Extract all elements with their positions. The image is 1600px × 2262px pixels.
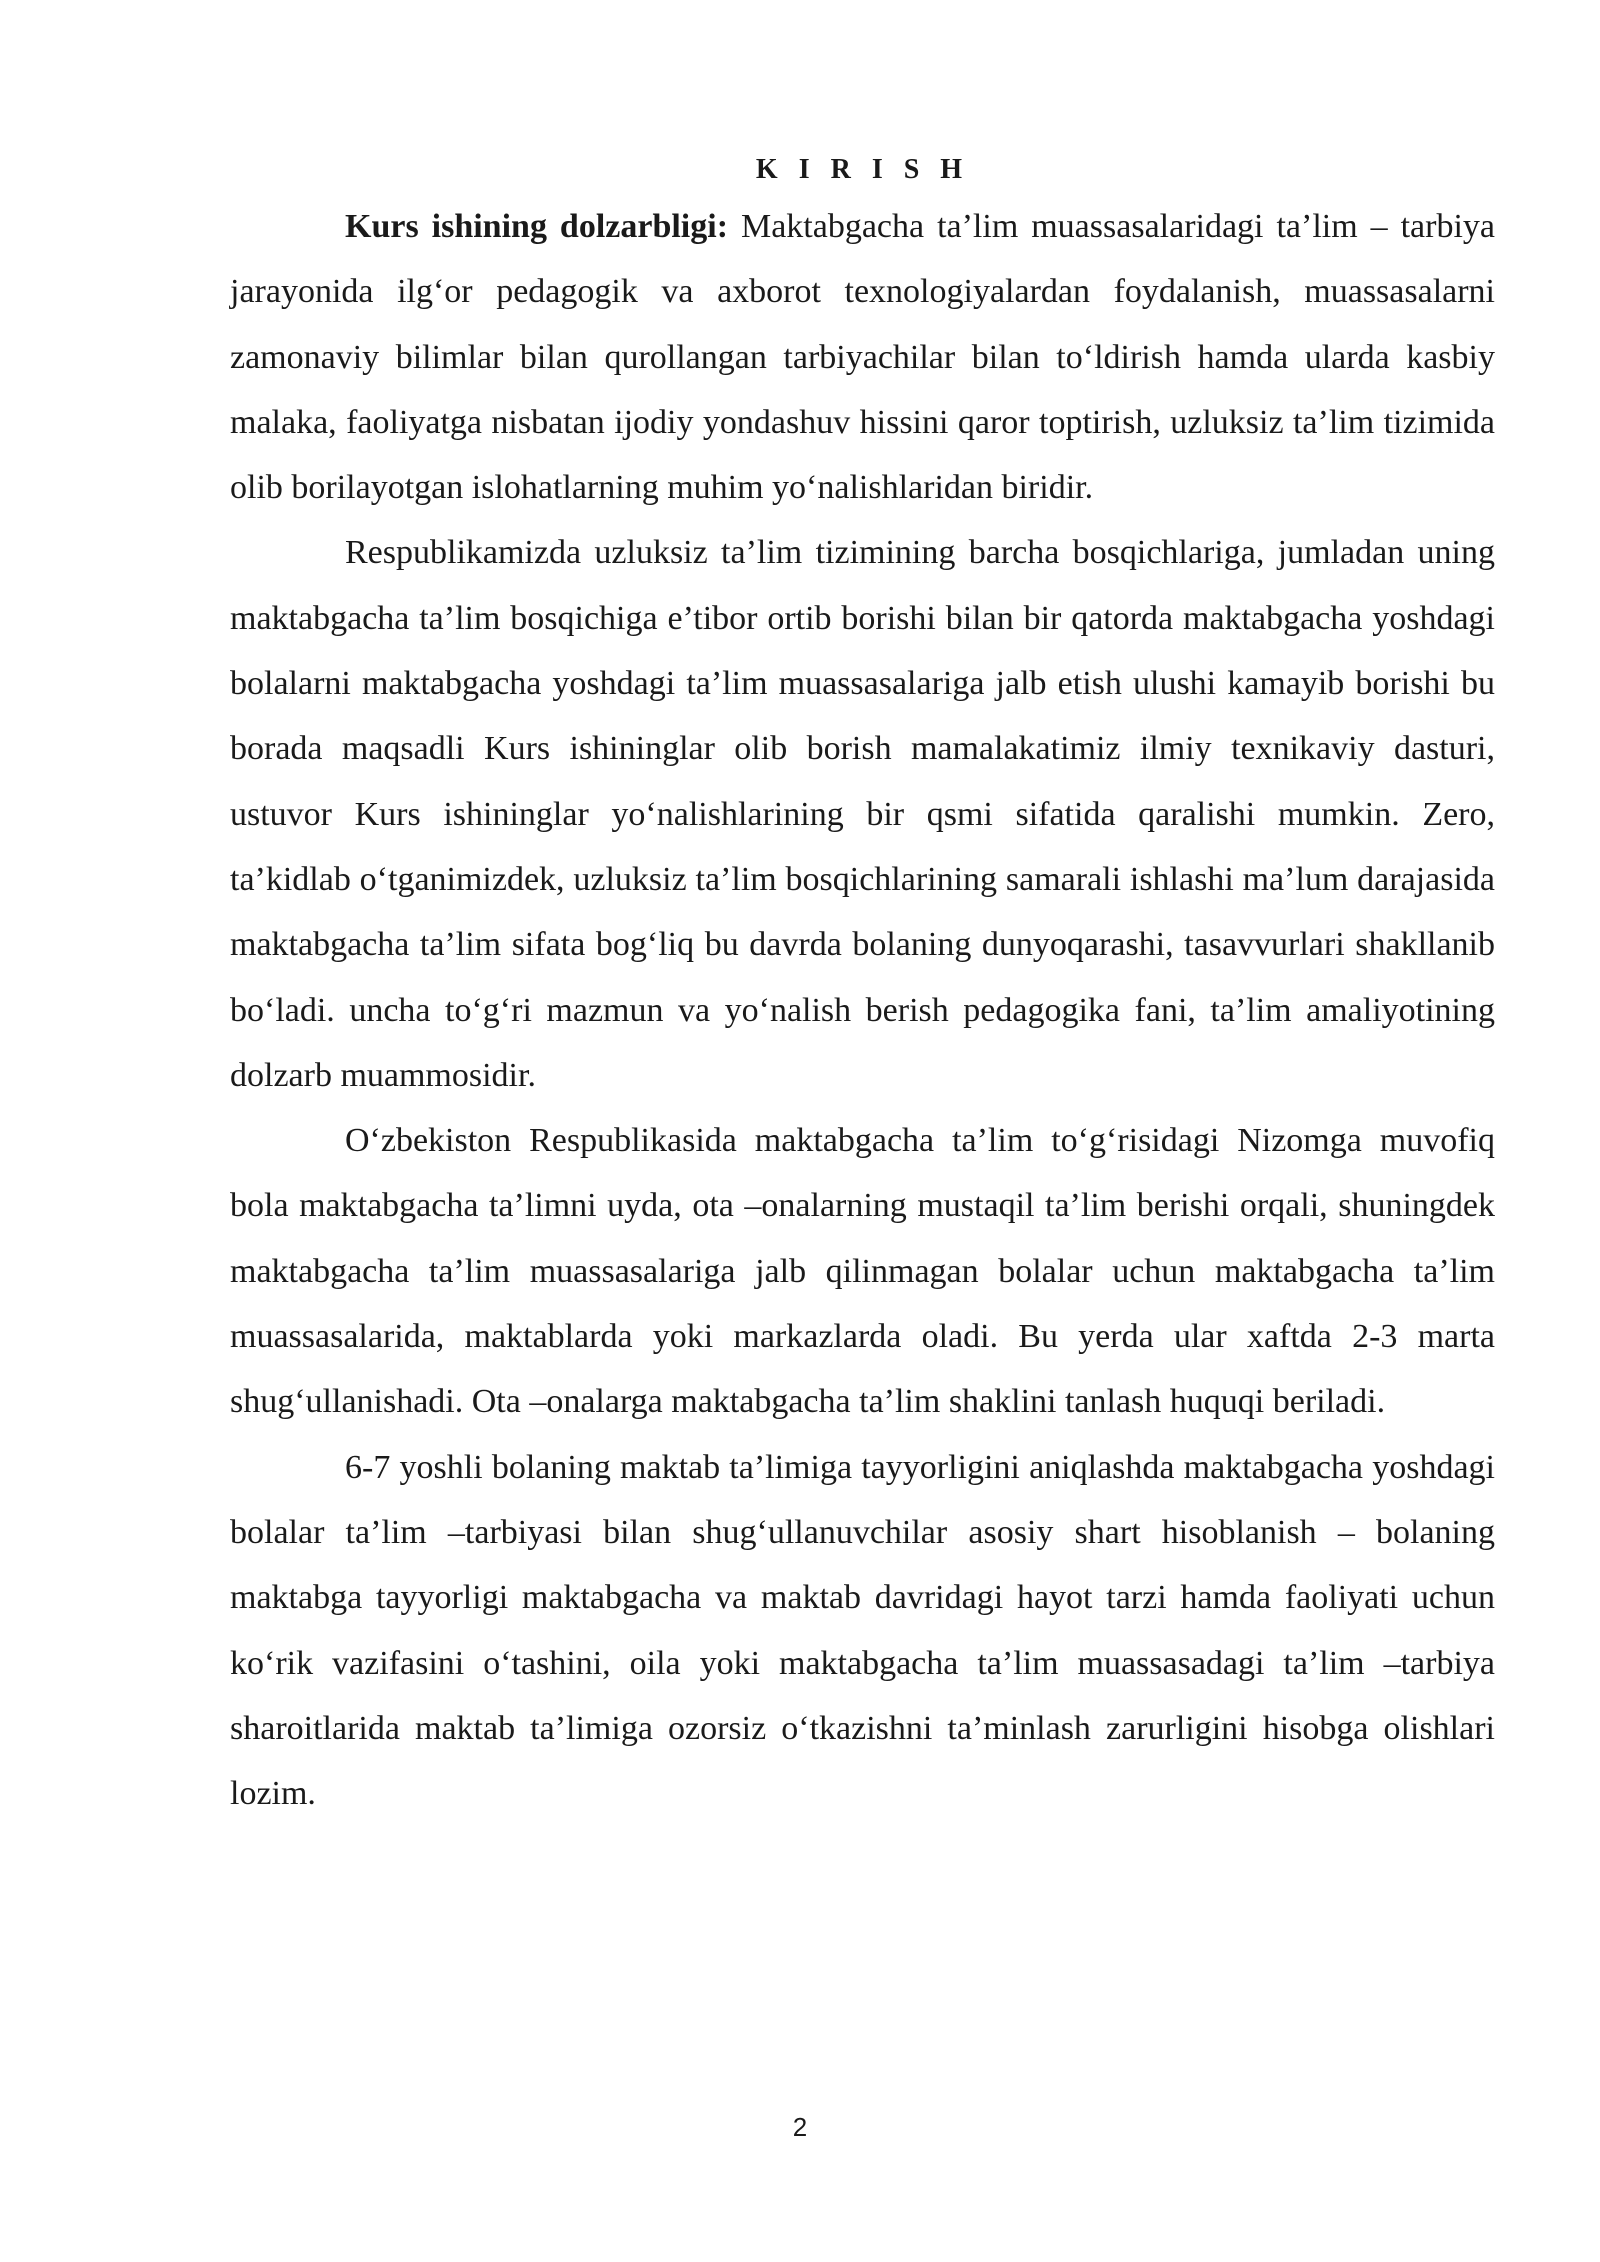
page-number: 2 xyxy=(792,2112,808,2142)
paragraph-uzbekistan: O‘zbekiston Respublikasida maktabgacha ta’lim to‘g‘risidagi Nizomga muvofiq bola maktabgacha ta’limni uyda, ota –onalarning mustaqil ta’lim berishi orqali, shuningdek maktabgacha ta’lim muassasalariga jalb qilinmagan bolalar uchun maktabgacha ta’lim muassasalarida, maktablarda yoki markazlarda oladi. Bu yerda ular xaftda 2-3 marta shug‘ullanishadi. Ota –onalarga maktabgacha ta’lim shaklini tanlash huquqi beriladi. xyxy=(230,1122,1495,1421)
paragraph-republic: Respublikamizda uzluksiz ta’lim tizimining barcha bosqichlariga, jumladan uning maktabgacha ta’lim bosqichiga e’tibor ortib borishi bilan bir qatorda maktabgacha yoshdagi bolalarni maktabgacha yoshdagi ta’lim muassasalariga jalb etish ulushi kamayib borishi bu borada maqsadli Kurs ishininglar olib borish mamalakatimiz ilmiy texnikaviy dasturi, ustuvor Kurs ishininglar yo‘nalishlarining bir qsmi sifatida qaralishi mumkin. Zero, ta’kidlab o‘tganimizdek, uzluksiz ta’lim bosqichlarining samarali ishlashi ma’lum darajasida maktabgacha ta’lim sifata bog‘liq bu davrda bolaning dunyoqarashi, tasavvurlari shakllanib bo‘ladi. uncha to‘g‘ri mazmun va yo‘nalish berish pedagogika fani, ta’lim amaliyotining dolzarb muammosidir. xyxy=(230,534,1495,1094)
section-heading: K I R I S H xyxy=(755,154,970,185)
paragraph-relevance xyxy=(230,194,1495,520)
paragraph-lead: Kurs ishining dolzarbligi: xyxy=(345,208,729,245)
paragraph-text: Maktabgacha ta’lim muassasalaridagi ta’lim – tarbiya jarayonida ilg‘or pedagogik va axborot texnologiyalardan foydalanish, muassasalarni zamonaviy bilimlar bilan qurollangan tarbiyachilar bilan to‘ldirish hamda ularda kasbiy malaka, faoliyatga nisbatan ijodiy yondashuv hissini qaror toptirish, uzluksiz ta’lim tizimida olib borilayotgan islohatlarning muhim yo‘nalishlaridan biridir. xyxy=(230,208,1495,507)
document-page xyxy=(230,150,1495,1826)
paragraph-school-readiness: 6-7 yoshli bolaning maktab ta’limiga tayyorligini aniqlashda maktabgacha yoshdagi bolalar ta’lim –tarbiyasi bilan shug‘ullanuvchilar asosiy shart hisoblanish – bolaning maktabga tayyorligi maktabgacha va maktab davridagi hayot tarzi hamda faoliyati uchun ko‘rik vazifasini o‘tashini, oila yoki maktabgacha ta’lim muassasadagi ta’lim –tarbiya sharoitlarida maktab ta’limiga ozorsiz o‘tkazishni ta’minlash zarurligini hisobga olishlari lozim. xyxy=(230,1448,1495,1813)
